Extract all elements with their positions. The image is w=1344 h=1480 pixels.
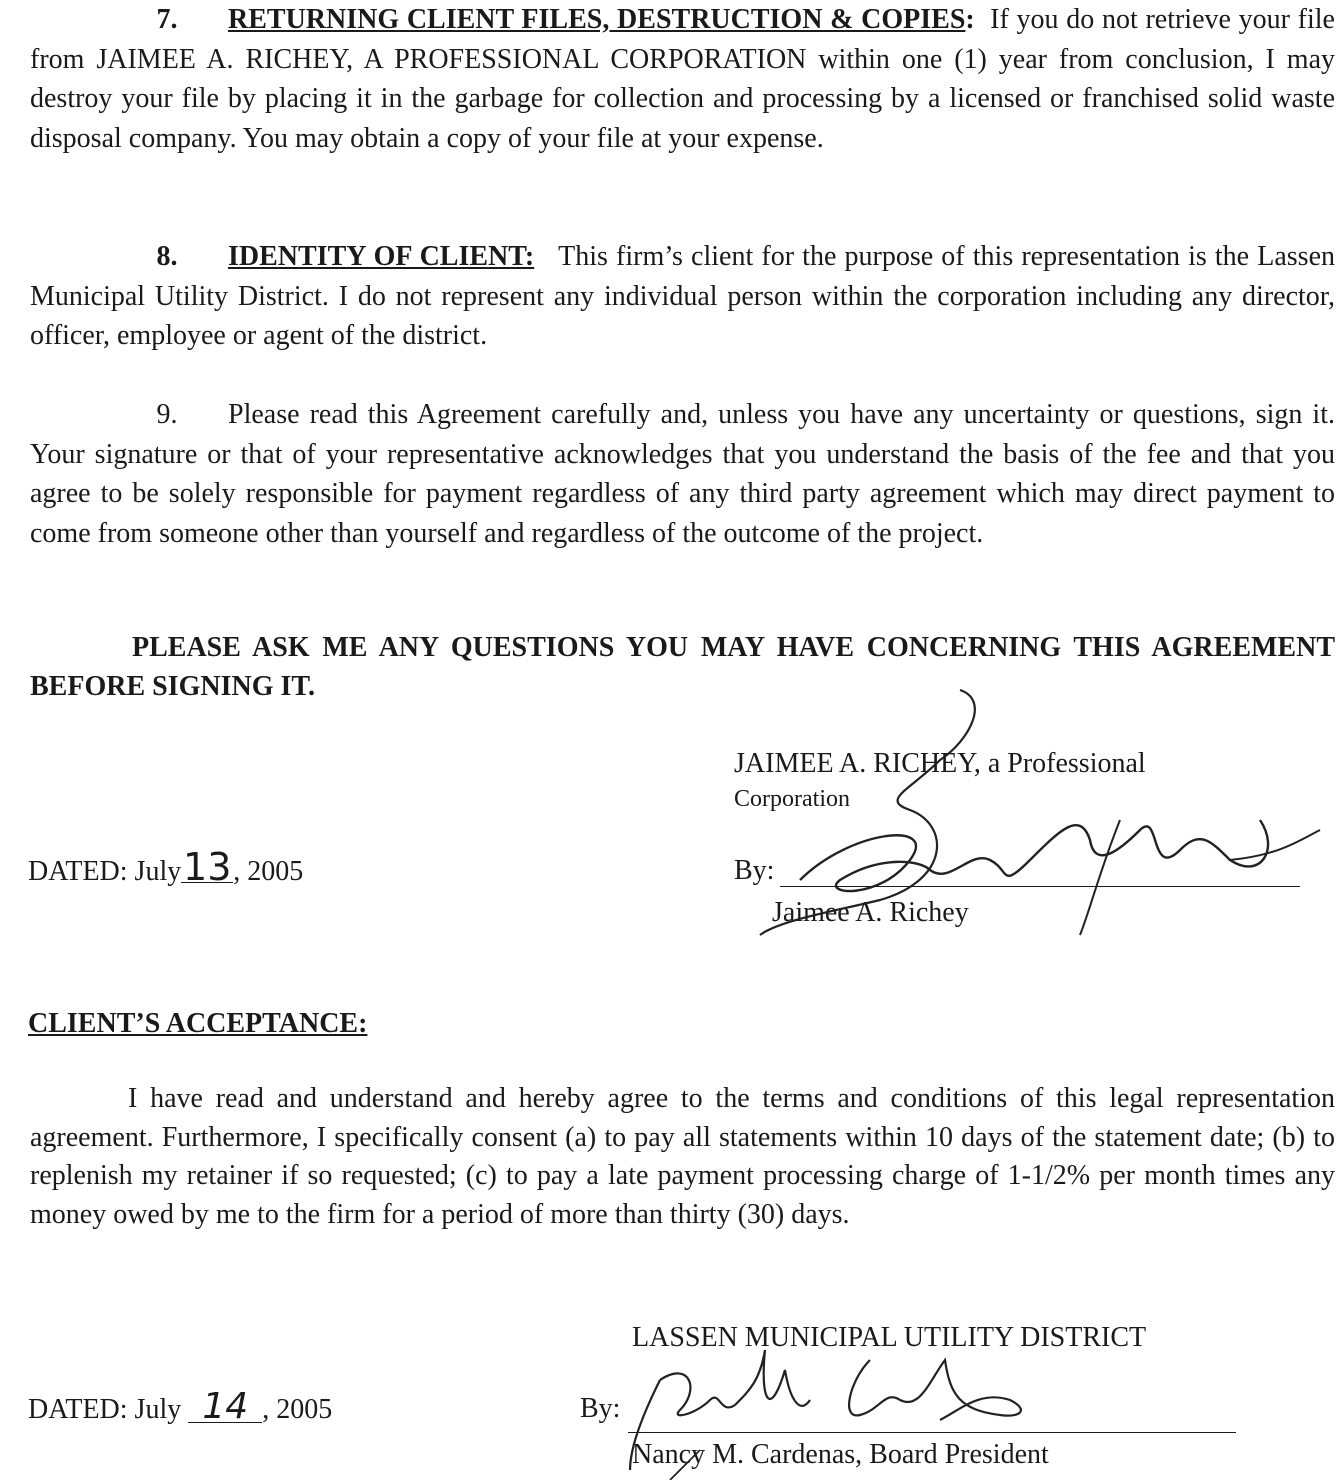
client-by-label: By: bbox=[580, 1393, 621, 1424]
client-dated bbox=[28, 1386, 333, 1427]
client-signature-icon bbox=[600, 1320, 1040, 1480]
section-7-heading: RETURNING CLIENT FILES, DESTRUCTION & COPIES bbox=[228, 4, 966, 35]
section-7-text: If you do not retrieve your file from JAIMEE A. RICHEY, A PROFESSIONAL CORPORATION within one (1) year from conclusion, I may destroy your file by placing it in the garbage for collection and processing by a licensed or franchised solid waste disposal company. You may obtain a copy of your file at your expense. bbox=[30, 4, 1335, 154]
attorney-dated-label: DATED: July bbox=[28, 856, 182, 887]
section-9 bbox=[30, 395, 1335, 553]
client-acceptance-heading: CLIENT’S ACCEPTANCE: bbox=[28, 1008, 368, 1039]
attorney-signer-name: Jaimee A. Richey bbox=[772, 897, 969, 928]
section-9-text: Please read this Agreement carefully and, unless you have any uncertainty or questions, sign it. Your signature or that of your representative acknowledges that you understand the basis of the fee and that you agree to be solely responsible for payment regardless of any third party agreement which may direct payment to come from someone other than yourself and regardless of the outcome of the project. bbox=[30, 399, 1335, 549]
section-8 bbox=[30, 237, 1335, 356]
client-acceptance-text: I have read and understand and hereby agree to the terms and conditions of this legal representation agreement. Furthermore, I specifically consent (a) to pay all statements within 10 days of the statement date; (b) to replenish my retainer if so requested; (c) to pay a late payment processing charge of 1-1/2% per month times any money owed by me to the firm for a period of more than thirty (30) days. bbox=[30, 1083, 1335, 1230]
section-8-heading: IDENTITY OF CLIENT: bbox=[228, 241, 535, 272]
attorney-firm-line1: JAIMEE A. RICHEY, a Professional bbox=[734, 748, 1146, 779]
attorney-signature-icon bbox=[760, 680, 1280, 940]
client-dated-label: DATED: July bbox=[28, 1394, 182, 1425]
section-8-number: 8. bbox=[156, 241, 178, 272]
section-7-number: 7. bbox=[156, 4, 178, 35]
attorney-dated-year: , 2005 bbox=[233, 856, 304, 887]
section-8-text: This firm’s client for the purpose of this representation is the Lassen Municipal Utility District. I do not represent any individual person within the corporation including any director, officer, employee or agent of the district. bbox=[30, 241, 1336, 351]
attorney-by-label: By: bbox=[734, 855, 775, 886]
client-dated-day: 14 bbox=[188, 1392, 262, 1423]
attorney-dated-day: 13 bbox=[183, 845, 232, 889]
attorney-dated bbox=[28, 845, 304, 889]
section-7: 7. RETURNING CLIENT FILES, DESTRUCTION & COPIES: If you do not retrieve your file from JAIMEE A. RICHEY, A PROFESSIONAL CORPORATION within one (1) year from conclusion, I may destroy your file by placing it in the garbage for collection and processing by a licensed or franchised solid waste disposal company. You may obtain a copy of your file at your expense. bbox=[30, 0, 1335, 158]
client-dated-year: , 2005 bbox=[262, 1394, 333, 1425]
attorney-firm-line2: Corporation bbox=[734, 786, 850, 812]
notice-text: PLEASE ASK ME ANY QUESTIONS YOU MAY HAVE CONCERNING THIS AGREEMENT BEFORE SIGNING IT. bbox=[30, 632, 1335, 702]
client-org-name: LASSEN MUNICIPAL UTILITY DISTRICT bbox=[632, 1322, 1147, 1353]
client-signer-name: Nancy M. Cardenas, Board President bbox=[632, 1439, 1049, 1470]
section-9-number: 9. bbox=[156, 399, 178, 430]
